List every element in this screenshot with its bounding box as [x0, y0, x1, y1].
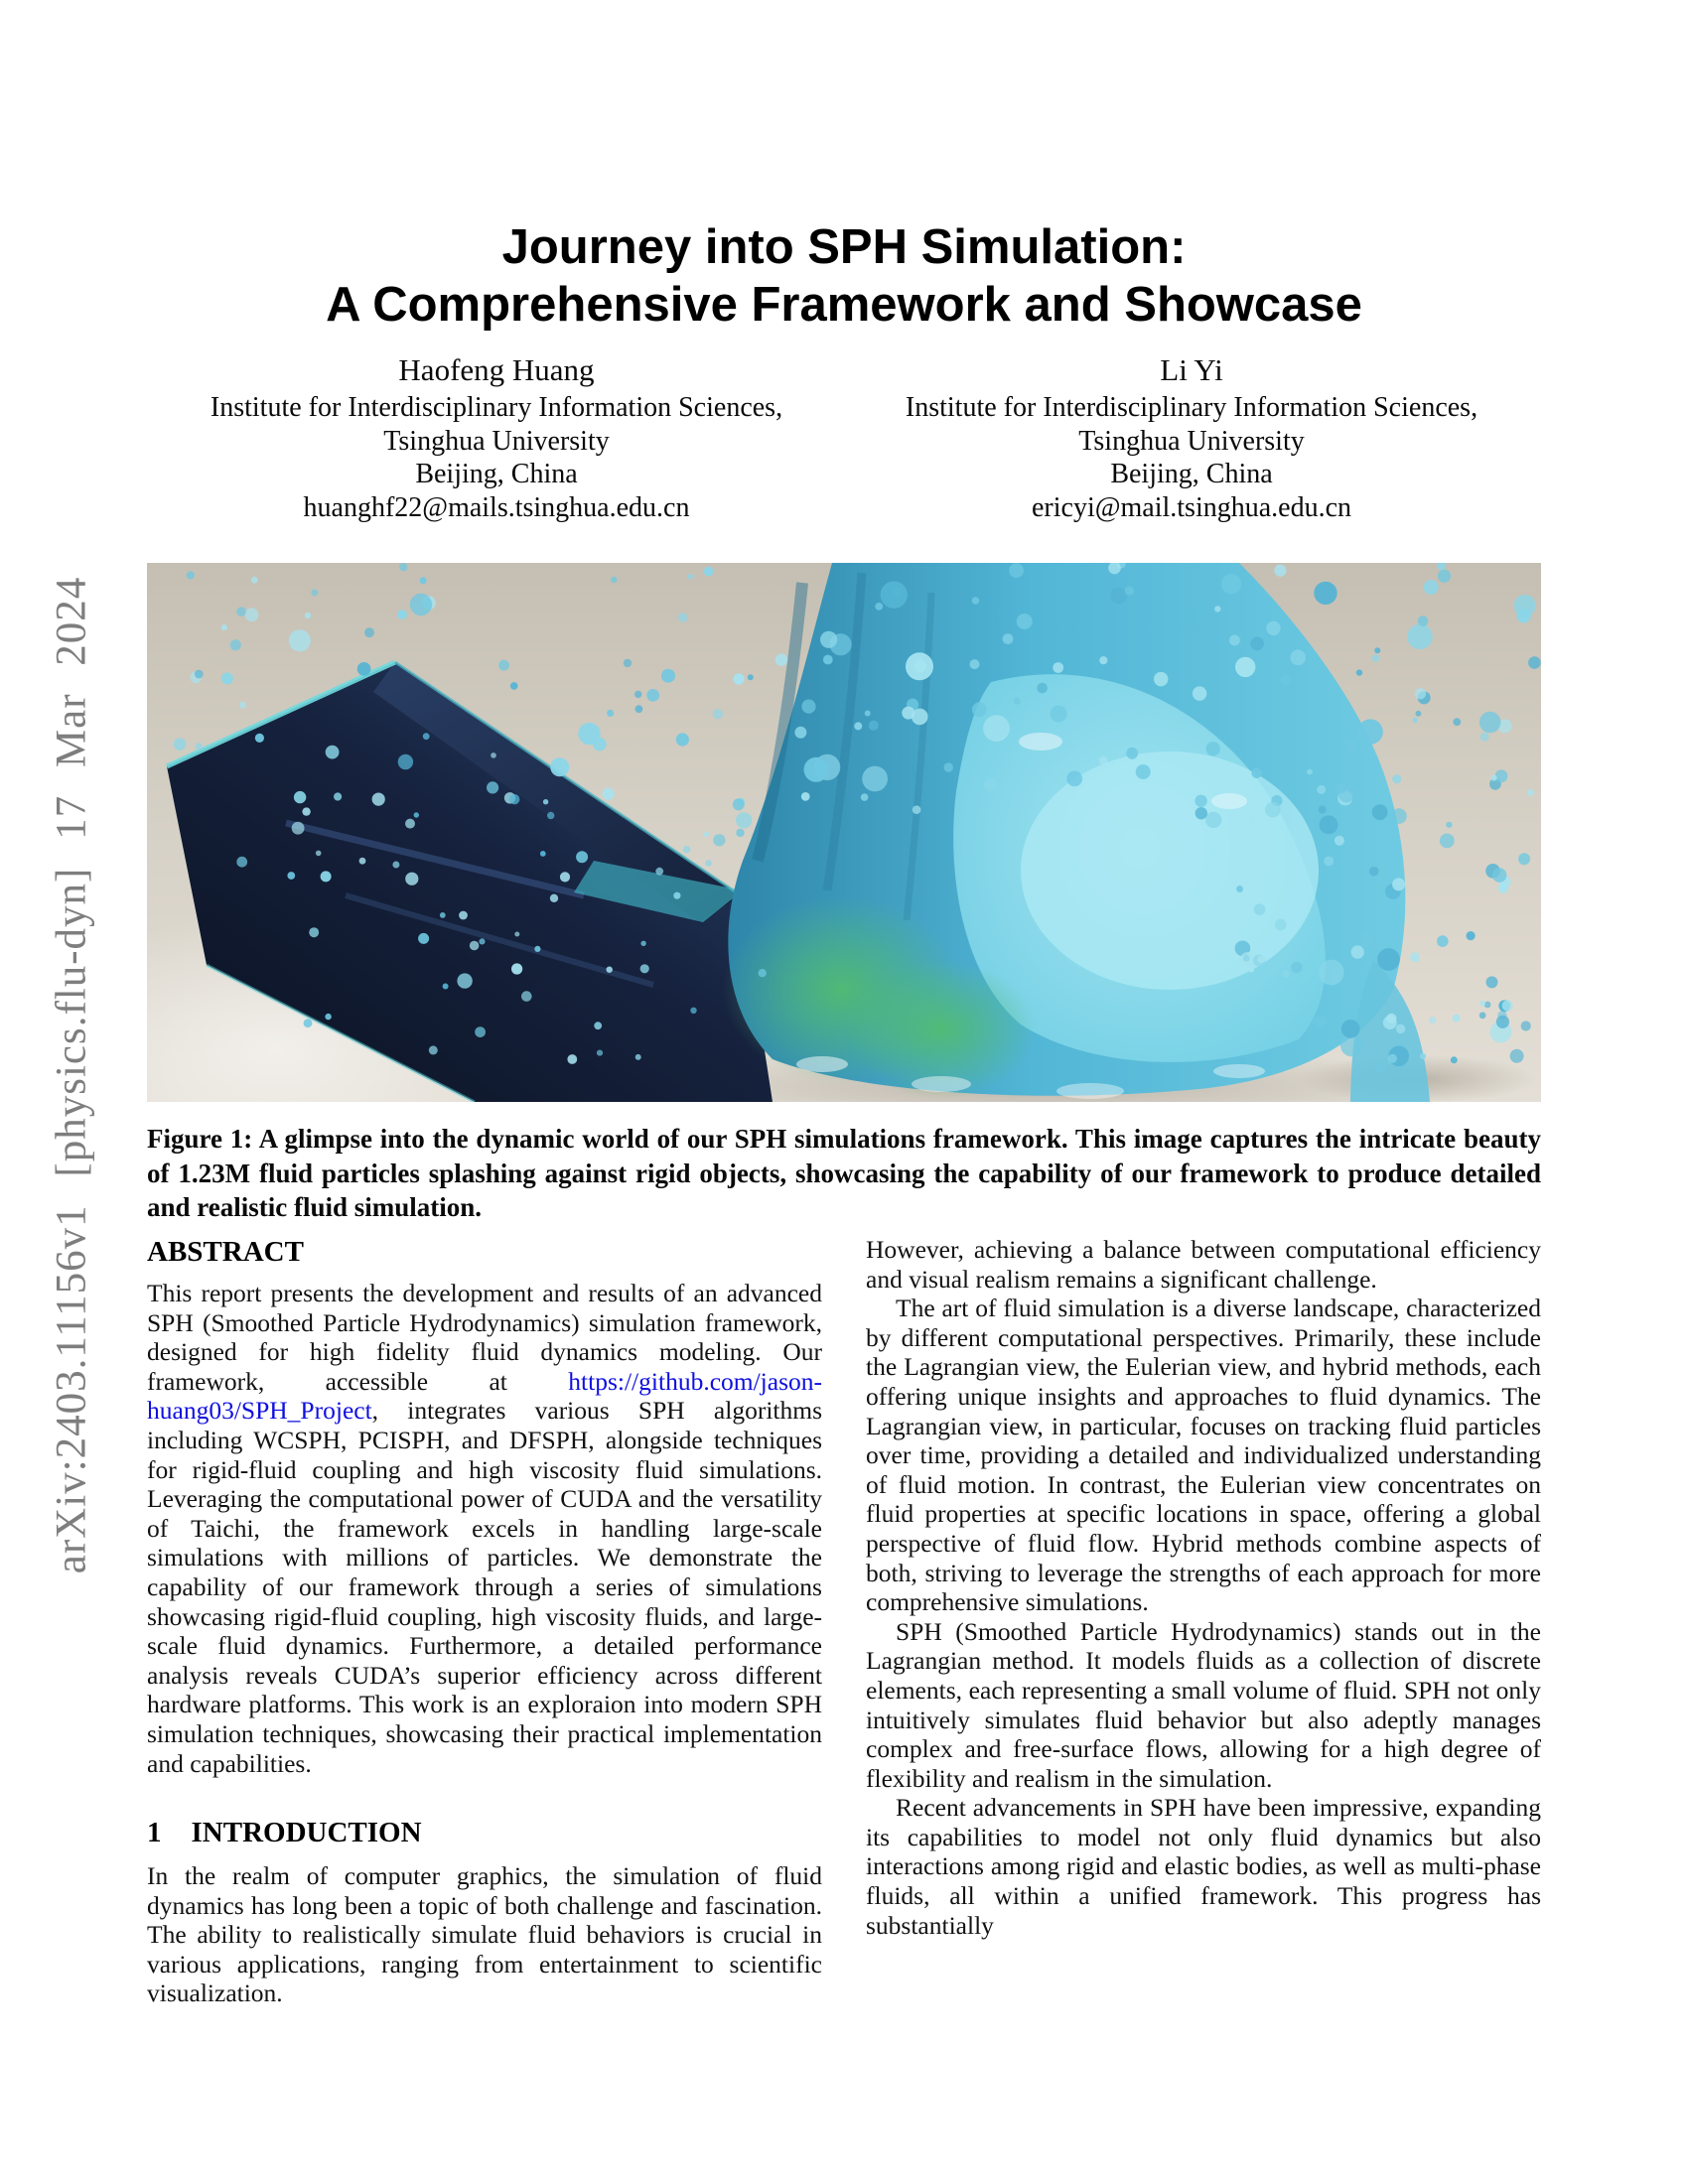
author-1 [149, 349, 844, 524]
paper-title [149, 218, 1539, 334]
right-paragraph-4: Recent advancements in SPH have been impressive, expanding its capabilities to model not only fluid dynamics but also interactions among rigid and elastic bodies, as well as multi-phase fluids, all within a unified framework. This progress has substantially [866, 1793, 1541, 1940]
figure-1-caption: Figure 1: A glimpse into the dynamic world of our SPH simulations framework. This image captures the intricate beauty of 1.23M fluid particles splashing against rigid objects, showcasing the capability of our framework to produce detailed and realistic fluid simulation. [147, 1124, 1541, 1222]
introduction-paragraph-1: In the realm of computer graphics, the simulation of fluid dynamics has long been a topic of both challenge and fascination. The ability to realistically simulate fluid behaviors is crucial in various applications, ranging from entertainment to scientific visualization. [147, 1861, 822, 2008]
fluid-simulation-render [147, 563, 1541, 1102]
author-2-affiliation-line-1: Institute for Interdisciplinary Information Sciences, [905, 392, 1478, 423]
author-1-affiliation-line-3: Beijing, China [415, 459, 578, 489]
right-paragraph-2: The art of fluid simulation is a diverse landscape, characterized by different computational perspectives. Primarily, these include the Lagrangian view, the Eulerian view, and hybrid methods, each offering unique insights and approaches to fluid dynamics. The Lagrangian view, in particular, focuses on tracking fluid particles over time, providing a detailed and individualized understanding of fluid motion. In contrast, the Eulerian view concentrates on fluid properties at specific locations in space, offering a global perspective of fluid flow. Hybrid methods combine aspects of both, striving to leverage the strengths of each approach for more comprehensive simulations. [866, 1294, 1541, 1617]
figure-1 [147, 563, 1541, 1102]
right-column [866, 1235, 1541, 2008]
title-line-1: Journey into SPH Simulation: [501, 220, 1187, 274]
author-1-email: huanghf22@mails.tsinghua.edu.cn [303, 491, 690, 523]
body-columns [147, 1235, 1541, 2008]
introduction-heading [147, 1816, 822, 1849]
abstract-text-before-link: This report presents the development and results of an advanced SPH (Smoothed Particle Hydrodynamics) simulation framework, designed for high fidelity fluid dynamics modeling. Our framework, accessible at [147, 1279, 822, 1396]
author-block [149, 349, 1539, 524]
author-2-affiliation-line-3: Beijing, China [1110, 459, 1273, 489]
author-2-affiliation-line-2: Tsinghua University [1078, 425, 1305, 457]
abstract-paragraph [147, 1279, 822, 1778]
title-line-2: A Comprehensive Framework and Showcase [326, 278, 1362, 332]
abstract-text-after-link: , integrates various SPH algorithms including WCSPH, PCISPH, and DFSPH, alongside techniques for rigid-fluid coupling and high viscosity fluid simulations. Leveraging the computational power of CUDA and the versatility of Taichi, the framework excels in handling large-scale simulations with millions of particles. We demonstrate the capability of our framework through a series of simulations showcasing rigid-fluid coupling, high viscosity fluids, and large-scale fluid dynamics. Furthermore, a detailed performance analysis reveals CUDA’s superior efficiency across different hardware platforms. This work is an exploraion into modern SPH simulation techniques, showcasing their practical implementation and capabilities. [147, 1396, 822, 1778]
arxiv-watermark: arXiv:2403.11156v1 [physics.flu-dyn] 17 Mar 2024 [48, 576, 95, 1574]
github-repo-link[interactable]: https://github.com/jason-huang03/SPH_Project [147, 1366, 822, 1426]
author-2-email: ericyi@mail.tsinghua.edu.cn [1031, 491, 1352, 523]
author-1-affiliation-line-2: Tsinghua University [383, 425, 610, 457]
section-title: INTRODUCTION [191, 1817, 422, 1849]
author-2-name: Li Yi [1160, 352, 1223, 387]
right-paragraph-3: SPH (Smoothed Particle Hydrodynamics) stands out in the Lagrangian method. It models fluids as a collection of discrete elements, each representing a small volume of fluid. SPH not only intuitively simulates fluid behavior but also adeptly manages complex and free-surface flows, allowing for a high degree of flexibility and realism in the simulation. [866, 1616, 1541, 1793]
abstract-heading: ABSTRACT [147, 1236, 304, 1268]
left-column [147, 1235, 822, 2008]
author-1-affiliation-line-1: Institute for Interdisciplinary Information Sciences, [210, 392, 783, 423]
author-1-name: Haofeng Huang [398, 352, 595, 387]
author-2 [844, 349, 1539, 524]
right-paragraph-1: However, achieving a balance between computational efficiency and visual realism remains a significant challenge. [866, 1235, 1541, 1294]
section-number: 1 [147, 1817, 162, 1849]
